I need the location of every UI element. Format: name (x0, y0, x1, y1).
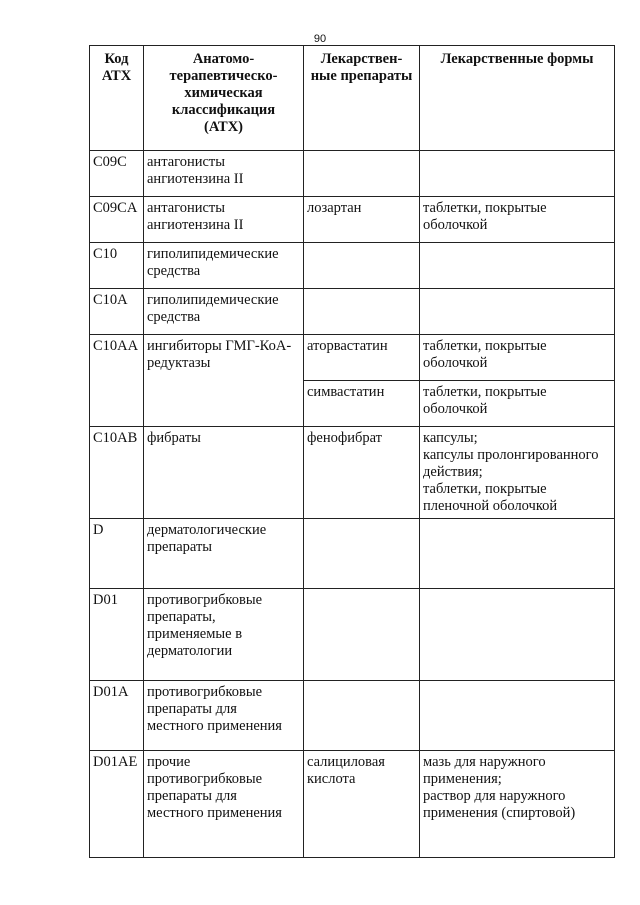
header-classification: Анатомо- терапевтическо- химическая классификация (АТХ) (144, 46, 304, 151)
drug-name-cell: симвастатин (304, 381, 420, 427)
dosage-forms-cell (420, 243, 615, 289)
atx-code-cell: D (90, 519, 144, 589)
header-code: Код АТХ (90, 46, 144, 151)
dosage-forms-cell (420, 681, 615, 751)
dosage-forms-cell: таблетки, покрытые оболочкой (420, 381, 615, 427)
table-row (90, 751, 615, 858)
header-forms: Лекарственные формы (420, 46, 615, 151)
dosage-forms-cell (420, 289, 615, 335)
dosage-forms-cell: капсулы; капсулы пролонгированного действия; таблетки, покрытые пленочной оболочкой (420, 427, 615, 519)
atx-code-cell: C10AB (90, 427, 144, 519)
drug-name-cell (304, 289, 420, 335)
table-row (90, 151, 615, 197)
atx-code-cell: C10AA (90, 335, 144, 427)
table-row (90, 427, 615, 519)
atx-class-cell: гиполипидемические средства (144, 289, 304, 335)
table-row (90, 243, 615, 289)
drug-name-cell: лозартан (304, 197, 420, 243)
atx-code-cell: C09C (90, 151, 144, 197)
page-number: 90 (313, 33, 327, 45)
atx-code-cell: C09CA (90, 197, 144, 243)
atx-code-cell: C10 (90, 243, 144, 289)
table-header-row (90, 46, 615, 151)
atx-class-cell: гиполипидемические средства (144, 243, 304, 289)
drug-name-cell: салициловая кислота (304, 751, 420, 858)
atx-class-cell: противогрибковые препараты, применяемые в дерматологии (144, 589, 304, 681)
atx-code-cell: D01 (90, 589, 144, 681)
dosage-forms-cell (420, 589, 615, 681)
atx-code-cell: D01A (90, 681, 144, 751)
dosage-forms-cell (420, 519, 615, 589)
dosage-forms-cell: мазь для наружного применения; раствор для наружного применения (спиртовой) (420, 751, 615, 858)
drug-name-cell (304, 519, 420, 589)
atx-class-cell: антагонисты ангиотензина II (144, 197, 304, 243)
table-row (90, 519, 615, 589)
dosage-forms-cell: таблетки, покрытые оболочкой (420, 197, 615, 243)
atx-class-cell: ингибиторы ГМГ-КоА- редуктазы (144, 335, 304, 427)
atx-class-cell: противогрибковые препараты для местного применения (144, 681, 304, 751)
drug-name-cell: фенофибрат (304, 427, 420, 519)
header-drugs: Лекарствен- ные препараты (304, 46, 420, 151)
atx-table (89, 45, 615, 858)
atx-code-cell: D01AE (90, 751, 144, 858)
atx-class-cell: антагонисты ангиотензина II (144, 151, 304, 197)
atx-class-cell: дерматологические препараты (144, 519, 304, 589)
dosage-forms-cell (420, 151, 615, 197)
table-row (90, 335, 615, 381)
table-row (90, 681, 615, 751)
dosage-forms-cell: таблетки, покрытые оболочкой (420, 335, 615, 381)
drug-name-cell (304, 243, 420, 289)
drug-name-cell (304, 589, 420, 681)
drug-name-cell (304, 681, 420, 751)
drug-name-cell: аторвастатин (304, 335, 420, 381)
table-row (90, 289, 615, 335)
drug-name-cell (304, 151, 420, 197)
table-row (90, 589, 615, 681)
atx-class-cell: фибраты (144, 427, 304, 519)
table-row (90, 197, 615, 243)
atx-class-cell: прочие противогрибковые препараты для местного применения (144, 751, 304, 858)
atx-code-cell: C10A (90, 289, 144, 335)
